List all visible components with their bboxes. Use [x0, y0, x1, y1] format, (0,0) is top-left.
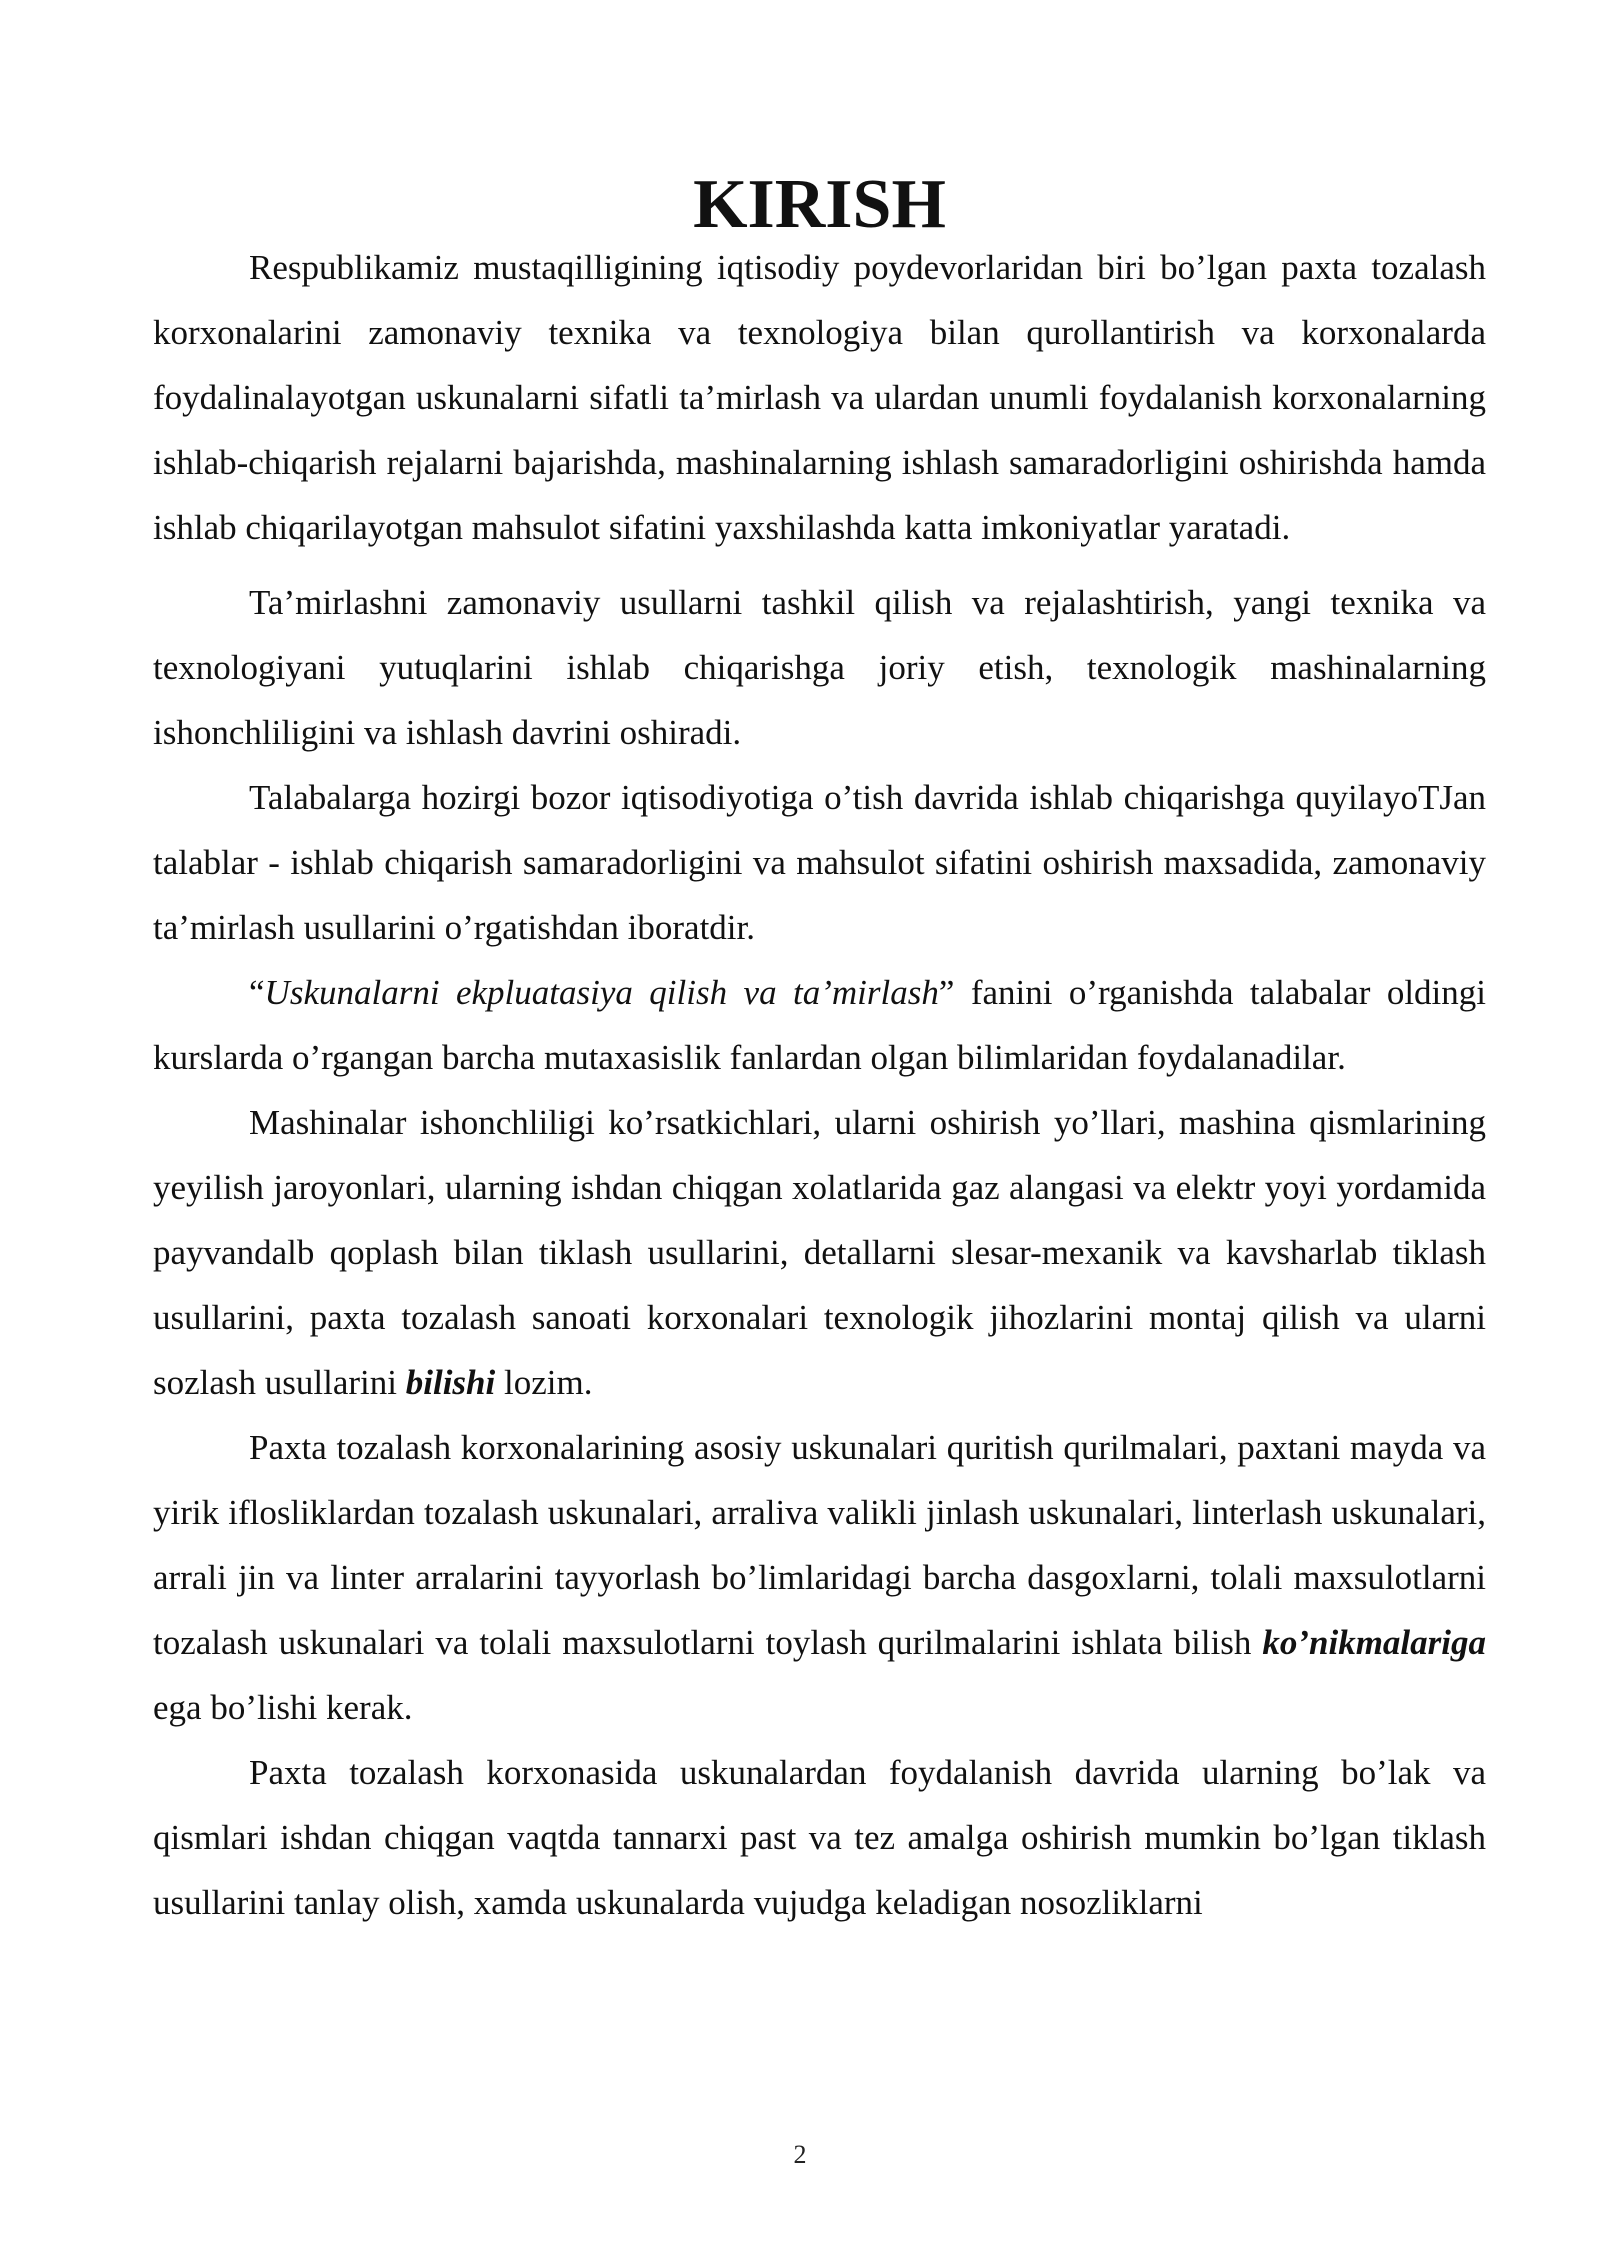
paragraph-6-after: ega bo’lishi kerak.	[153, 1688, 413, 1727]
open-quote: “	[249, 973, 265, 1012]
emphasis-bilishi: bilishi	[405, 1363, 496, 1402]
course-title-italic: Uskunalarni ekpluatasiya qilish va ta’mirlash	[264, 973, 939, 1012]
paragraph-3: Talabalarga hozirgi bozor iqtisodiyotiga o’tish davrida ishlab chiqarishga quyilayoTJan talablar - ishlab chiqarish samaradorligini va mahsulot sifatini oshirish maxsadida, zamonaviy ta’mirlash usullarini o’rgatishdan iboratdir.	[153, 778, 1486, 947]
paragraph-4-rest: ” fanini o’rganishda talabalar oldingi kurslarda o’rgangan barcha mutaxasislik fanlardan olgan bilimlaridan foydalanadilar.	[153, 973, 1486, 1077]
page-title: KIRISH	[693, 166, 946, 243]
paragraph-5-before: Mashinalar ishonchliligi ko’rsatkichlari, ularni oshirish yo’llari, mashina qismlarining yeyilish jaroyonlari, ularning ishdan chiqgan xolatlarida gaz alangasi va elektr yoyi yordamida payvandalb qoplash bilan tiklash usullarini, detallarni slesar-mexanik va kavsharlab tiklash usullarini, paxta tozalash sanoati korxonalari texnologik jihozlarini montaj qilish va ularni sozlash usullarini	[153, 1103, 1486, 1402]
paragraph-5-after: lozim.	[495, 1363, 593, 1402]
emphasis-konikmalariga: ko’nikmalariga	[1262, 1623, 1486, 1662]
paragraph-6-before: Paxta tozalash korxonalarining asosiy uskunalari quritish qurilmalari, paxtani mayda va yirik iflosliklardan tozalash uskunalari, arraliva valikli jinlash uskunalari, linterlash uskunalari, arrali jin va linter arralarini tayyorlash bo’limlaridagi barcha dasgoxlarni, tolali maxsulotlarni tozalash uskunalari va tolali maxsulotlarni toylash qurilmalarini ishlata bilish	[153, 1428, 1486, 1662]
paragraph-5	[153, 1090, 1486, 1415]
page-body	[153, 166, 1486, 1935]
paragraph-6	[153, 1415, 1486, 1740]
paragraph-2: Ta’mirlashni zamonaviy usullarni tashkil qilish va rejalashtirish, yangi texnika va texnologiyani yutuqlarini ishlab chiqarishga joriy etish, texnologik mashinalarning ishonchliligini va ishlash davrini oshiradi.	[153, 583, 1486, 752]
page-number: 2	[793, 2140, 807, 2169]
paragraph-1: Respublikamiz mustaqilligining iqtisodiy poydevorlaridan biri bo’lgan paxta tozalash korxonalarini zamonaviy texnika va texnologiya bilan qurollantirish va korxonalarda foydalinalayotgan uskunalarni sifatli ta’mirlash va ulardan unumli foydalanish korxonalarning ishlab-chiqarish rejalarni bajarishda, mashinalarning ishlash samaradorligini oshirishda hamda ishlab chiqarilayotgan mahsulot sifatini yaxshilashda katta imkoniyatlar yaratadi.	[153, 248, 1486, 547]
paragraph-4	[153, 960, 1486, 1090]
paragraph-7: Paxta tozalash korxonasida uskunalardan foydalanish davrida ularning bo’lak va qismlari ishdan chiqgan vaqtda tannarxi past va tez amalga oshirish mumkin bo’lgan tiklash usullarini tanlay olish, xamda uskunalarda vujudga keladigan nosozliklarni	[153, 1753, 1486, 1922]
